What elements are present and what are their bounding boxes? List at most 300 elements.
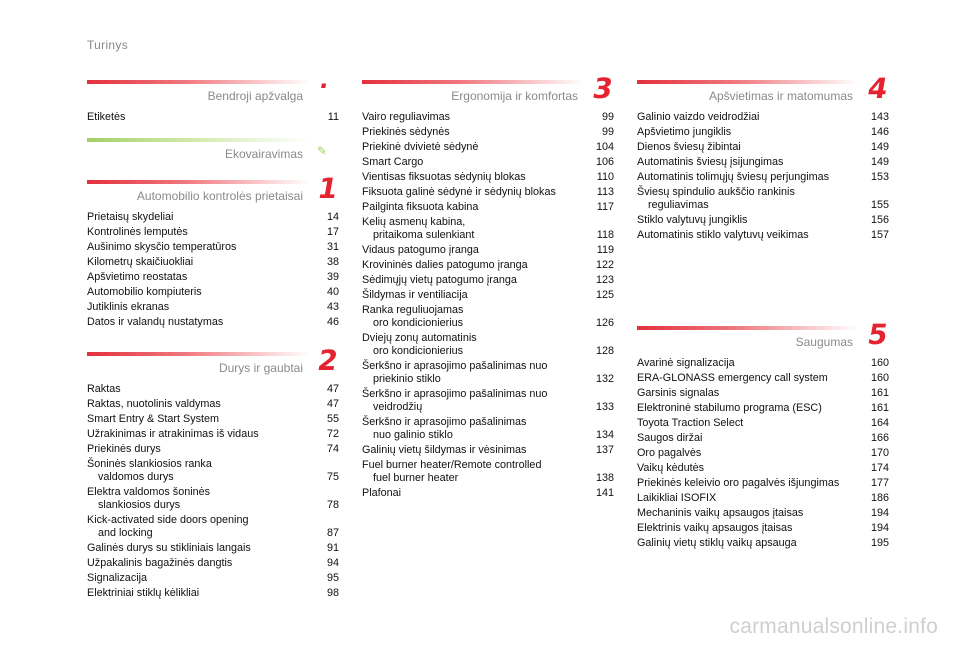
entry-title-line: Garsinis signalas [637,387,720,399]
entry-title-continuation: nuo galinio stiklo [373,429,453,441]
section-divider-bar [87,80,309,84]
page-number: 132 [595,373,614,385]
entry-title [362,388,553,414]
entry-title-continuation: oro kondicionierius [373,345,464,357]
entry-title [637,462,710,475]
entry-title [87,413,225,426]
toc-entry[interactable] [87,442,339,457]
section-doors [87,344,340,601]
section-header [87,66,339,110]
toc-entry[interactable] [637,536,889,551]
entry-title [637,492,722,505]
entry-title [637,214,753,227]
entry-title-line: Galinio vaizdo veidrodžiai [637,111,760,123]
toc-entry[interactable] [87,427,339,442]
section-divider-bar [87,138,309,142]
page-number: 43 [326,301,339,313]
entry-title [362,216,480,242]
section-number: 3 [589,72,615,105]
page-number: 134 [595,429,614,441]
section-title: Bendroji apžvalga [207,89,303,103]
toc-column-2 [362,72,615,520]
entry-title-line: Sėdimųjų vietų patogumo įranga [362,274,517,286]
page-number: 99 [601,126,614,138]
entry-title [87,271,193,284]
entry-title-continuation: fuel burner heater [373,472,459,484]
section-header [637,72,890,110]
toc-entry[interactable] [362,140,614,155]
entry-title-line: Automatinis šviesų įsijungimas [637,156,784,168]
page-number: 31 [326,241,339,253]
entry-title [362,171,532,184]
entry-title-line: Priekinės sėdynės [362,126,450,138]
entry-title [87,572,153,585]
entry-title-line: Kilometrų skaičiuokliai [87,256,194,268]
toc-entry[interactable] [362,288,614,303]
entry-title [637,156,789,169]
entry-list [87,382,339,601]
entry-list [637,356,889,551]
page-number: 174 [870,462,889,474]
entry-title [362,304,469,330]
toc-entry[interactable] [87,541,339,556]
entry-title [637,432,708,445]
entry-title-line: Vairo reguliavimas [362,111,451,123]
page-number: 110 [596,171,614,183]
section-number: . [317,66,332,94]
entry-title-line: Priekinės keleivio oro pagalvės išjungimas [637,477,840,489]
entry-title-line: Dienos šviesų žibintai [637,141,741,153]
entry-title [87,241,242,254]
page-number: 94 [326,557,339,569]
toc-entry[interactable] [87,412,339,427]
toc-entry[interactable] [637,461,889,476]
toc-entry[interactable] [637,228,889,243]
section-title: Saugumas [795,335,853,349]
toc-entry[interactable] [87,571,339,586]
entry-title-continuation: reguliavimas [648,199,709,211]
toc-entry[interactable] [637,110,889,125]
entry-title-line: Užrakinimas ir atrakinimas iš vidaus [87,428,259,440]
page-number: 143 [870,111,889,123]
entry-title [87,514,254,540]
entry-list [87,110,339,125]
toc-entry[interactable] [362,258,614,273]
toc-entry[interactable] [87,485,339,513]
entry-title-line: Priekinės durys [87,443,161,455]
entry-title [87,458,218,484]
page-number: 46 [326,316,339,328]
page-number: 170 [870,447,889,459]
entry-title [637,141,747,154]
page-title: Turinys [87,38,128,52]
entry-title-line: Šildymas ir ventiliacija [362,289,468,301]
page-number: 91 [326,542,339,554]
page-number: 155 [870,199,889,211]
page-number: 106 [595,156,614,168]
toc-entry[interactable] [87,556,339,571]
toc-entry[interactable] [637,491,889,506]
entry-title-line: Šerkšno ir aprasojimo pašalinimas nuo [362,388,548,400]
entry-title [637,111,765,124]
page-number: 72 [326,428,339,440]
toc-entry[interactable] [362,185,614,200]
toc-entry[interactable] [87,513,339,541]
entry-title-line: Automatinis tolimųjų šviesų perjungimas [637,171,830,183]
toc-column-1 [87,66,340,600]
toc-entry[interactable] [637,140,889,155]
page-number: 161 [870,402,889,414]
page-number: 55 [326,413,339,425]
section-header [637,318,890,356]
entry-title [87,316,229,329]
entry-title [362,186,562,199]
section-lighting [637,72,890,243]
toc-entry[interactable] [362,273,614,288]
page-number: 117 [596,201,614,213]
entry-title-line: Dviejų zonų automatinis [362,332,477,344]
page-number: 98 [326,587,339,599]
section-divider-bar [87,180,309,184]
entry-title [87,211,179,224]
entry-title-line: Elektra valdomos šoninės [87,486,211,498]
section-title: Durys ir gaubtai [218,361,303,375]
entry-title-line: Galinių vietų šildymas ir vėsinimas [362,444,527,456]
entry-title-line: ERA-GLONASS emergency call system [637,372,828,384]
entry-title-line: Vaikų kėdutės [637,462,705,474]
page-number: 157 [870,229,889,241]
entry-title-line: Kick-activated side doors opening [87,514,249,526]
section-divider-bar [87,352,309,356]
toc-entry[interactable] [362,415,614,443]
entry-list [87,210,339,330]
toc-entry[interactable] [362,215,614,243]
entry-title-line: Elektriniai stiklų kėlikliai [87,587,200,599]
section-number: 1 [314,172,340,205]
entry-title [637,387,725,400]
entry-title [87,428,265,441]
entry-title-line: Automobilio kompiuteris [87,286,202,298]
entry-title [637,477,845,490]
toc-entry[interactable] [637,155,889,170]
entry-title [362,141,484,154]
entry-title [637,417,749,430]
entry-title [87,542,257,555]
entry-title-line: Stiklo valytuvų jungiklis [637,214,748,226]
entry-title-line: Smart Entry & Start System [87,413,219,425]
page-number: 95 [326,572,339,584]
entry-title [637,357,741,370]
section-title: Ergonomija ir komfortas [451,89,578,103]
watermark-text: carmanualsonline.info [729,615,938,638]
page-number: 40 [326,286,339,298]
entry-title-continuation: pritaikoma sulenkiant [373,229,475,241]
section-number: 2 [314,344,340,377]
entry-title-line: Kontrolinės lemputės [87,226,188,238]
toc-entry[interactable] [87,382,339,397]
toc-entry[interactable] [362,443,614,458]
toc-entry[interactable] [637,506,889,521]
entry-title-line: Avarinė signalizacija [637,357,735,369]
section-instruments [87,172,340,330]
page-number: 125 [595,289,614,301]
toc-entry[interactable] [362,170,614,185]
entry-title [87,111,131,124]
page-number: 78 [326,499,339,511]
entry-title [637,537,803,550]
entry-title-line: Signalizacija [87,572,148,584]
entry-title-continuation: slankiosios durys [98,499,181,511]
toc-entry[interactable] [87,315,339,330]
toc-entry[interactable] [362,486,614,501]
entry-title-line: Šerkšno ir aprasojimo pašalinimas nuo [362,360,548,372]
toc-entry[interactable] [87,210,339,225]
entry-title-continuation: veidrodžių [373,401,423,413]
entry-title [362,111,456,124]
entry-title-line: Fuel burner heater/Remote controlled [362,459,542,471]
page-number: 133 [595,401,614,413]
page-number: 137 [595,444,614,456]
page-number: 146 [870,126,889,138]
page-number: 161 [870,387,889,399]
entry-title [637,507,809,520]
entry-title [637,522,798,535]
toc-entry[interactable] [87,225,339,240]
section-header [87,344,340,382]
entry-title [87,398,227,411]
entry-title [637,171,835,184]
entry-title [362,156,429,169]
entry-title-line: Užpakalinis bagažinės dangtis [87,557,233,569]
page-number: 38 [326,256,339,268]
toc-entry[interactable] [87,300,339,315]
page-number: 14 [326,211,339,223]
toc-entry[interactable] [87,397,339,412]
toc-entry[interactable] [637,386,889,401]
toc-entry[interactable] [87,255,339,270]
entry-title-line: Apšvietimo reostatas [87,271,188,283]
section-header [362,72,615,110]
toc-entry[interactable] [87,270,339,285]
entry-title [362,201,484,214]
entry-title-line: Elektrinis vaikų apsaugos įtaisas [637,522,793,534]
section-number: 5 [864,318,890,351]
page-number: 74 [326,443,339,455]
section-general-overview [87,66,339,125]
page-number: 99 [601,111,614,123]
page-number: 160 [870,357,889,369]
page-number: 128 [595,345,614,357]
entry-title-continuation: valdomos durys [98,471,174,483]
entry-title [362,487,407,500]
toc-entry[interactable] [637,416,889,431]
entry-title [87,557,238,570]
page-number: 156 [870,214,889,226]
entry-title-line: Krovininės dalies patogumo įranga [362,259,528,271]
entry-title-line: Galinės durys su stikliniais langais [87,542,251,554]
section-header [87,138,339,168]
page-number: 126 [595,317,614,329]
page-number: 87 [326,527,339,539]
page-number: 47 [326,383,339,395]
toc-entry[interactable] [637,476,889,491]
entry-title [362,289,474,302]
page-number: 119 [596,244,614,256]
entry-title [637,372,834,385]
page-number: 39 [326,271,339,283]
page-number: 138 [595,472,614,484]
toc-entry[interactable] [637,401,889,416]
toc-entry[interactable] [637,170,889,185]
entry-title-line: Toyota Traction Select [637,417,744,429]
entry-title-line: Raktas, nuotolinis valdymas [87,398,221,410]
entry-list [362,110,614,501]
entry-title-line: Elektroninė stabilumo programa (ESC) [637,402,822,414]
entry-title [87,301,175,314]
toc-entry[interactable] [637,371,889,386]
page-number: 164 [870,417,889,429]
entry-title [362,459,547,485]
toc-entry[interactable] [362,303,614,331]
leaf-icon: ✎ [316,144,327,158]
entry-title-line: Jutiklinis ekranas [87,301,170,313]
page-number: 177 [870,477,889,489]
entry-title-line: Automatinis stiklo valytuvų veikimas [637,229,809,241]
toc-entry[interactable] [637,185,889,213]
toc-entry[interactable] [637,356,889,371]
toc-entry[interactable] [87,110,339,125]
entry-title [362,259,534,272]
entry-title [87,226,194,239]
entry-title [362,244,485,257]
section-safety [637,318,890,551]
section-header [87,172,340,210]
page-number: 11 [327,111,339,123]
section-number: 4 [864,72,890,105]
entry-title-continuation: oro kondicionierius [373,317,464,329]
entry-title [362,332,483,358]
entry-title [637,447,707,460]
section-eco-driving [87,138,339,168]
page-number: 149 [870,156,889,168]
toc-column-3 [637,72,890,560]
toc-entry[interactable] [362,155,614,170]
toc-entry[interactable] [362,110,614,125]
page-number: 141 [595,487,614,499]
entry-title [362,444,532,457]
page-number: 17 [326,226,339,238]
entry-title [362,416,532,442]
toc-entry[interactable] [362,458,614,486]
page-number: 118 [596,229,614,241]
entry-title [87,587,205,600]
entry-title [362,360,553,386]
page-number: 195 [870,537,889,549]
toc-entry[interactable] [637,446,889,461]
section-ergonomics [362,72,615,501]
entry-title [637,126,737,139]
toc-entry[interactable] [362,243,614,258]
entry-title-line: Vidaus patogumo įranga [362,244,479,256]
toc-entry[interactable] [637,213,889,228]
page-number: 122 [595,259,614,271]
section-title: Automobilio kontrolės prietaisai [136,189,303,203]
section-divider-bar [362,80,584,84]
entry-title-line: Šoninės slankiosios ranka [87,458,212,470]
toc-entry[interactable] [362,331,614,359]
entry-title-line: Šerkšno ir aprasojimo pašalinimas [362,416,527,428]
entry-title-continuation: and locking [98,527,153,539]
page-number: 47 [326,398,339,410]
entry-title-line: Vientisas fiksuotas sėdynių blokas [362,171,526,183]
toc-entry[interactable] [87,586,339,601]
toc-entry[interactable] [637,431,889,446]
entry-title-line: Plafonai [362,487,402,499]
entry-title-line: Ranka reguliuojamas [362,304,464,316]
page-number: 194 [870,507,889,519]
entry-title [87,383,127,396]
entry-title-line: Saugos diržai [637,432,703,444]
entry-title [637,229,815,242]
section-divider-bar [637,80,859,84]
page-number: 113 [596,186,614,198]
toc-entry[interactable] [362,359,614,387]
page-number: 149 [870,141,889,153]
page-number: 75 [326,471,339,483]
toc-entry[interactable] [87,285,339,300]
entry-title-line: Aušinimo skysčio temperatūros [87,241,237,253]
entry-title-line: Kelių asmenų kabina, [362,216,466,228]
entry-title-line: Smart Cargo [362,156,424,168]
entry-title [87,443,167,456]
entry-title-line: Prietaisų skydeliai [87,211,174,223]
entry-title [87,486,216,512]
entry-title-line: Priekinė dvivietė sėdynė [362,141,479,153]
entry-list [637,110,889,243]
section-title: Ekovairavimas [224,147,303,161]
section-title: Apšvietimas ir matomumas [708,89,853,103]
entry-title-line: Šviesų spindulio aukščio rankinis [637,186,795,198]
entry-title-line: Laikikliai ISOFIX [637,492,717,504]
page-number: 104 [595,141,614,153]
toc-entry[interactable] [637,521,889,536]
page-number: 186 [870,492,889,504]
entry-title [87,286,208,299]
entry-title [87,256,199,269]
page-number: 153 [870,171,889,183]
toc-entry[interactable] [362,125,614,140]
entry-title-line: Mechaninis vaikų apsaugos įtaisas [637,507,804,519]
entry-title [637,186,801,212]
entry-title [637,402,828,415]
page-number: 166 [870,432,889,444]
entry-title-line: Datos ir valandų nustatymas [87,316,224,328]
entry-title-line: Apšvietimo jungiklis [637,126,732,138]
toc-entry[interactable] [87,240,339,255]
page-number: 123 [595,274,614,286]
entry-title [362,274,523,287]
entry-title-line: Oro pagalvės [637,447,702,459]
entry-title-line: Raktas [87,383,121,395]
toc-entry[interactable] [637,125,889,140]
entry-title-line: Pailginta fiksuota kabina [362,201,479,213]
toc-entry[interactable] [362,387,614,415]
entry-title [362,126,456,139]
toc-entry[interactable] [362,200,614,215]
page-number: 160 [870,372,889,384]
toc-entry[interactable] [87,457,339,485]
entry-title-line: Fiksuota galinė sėdynė ir sėdynių blokas [362,186,556,198]
